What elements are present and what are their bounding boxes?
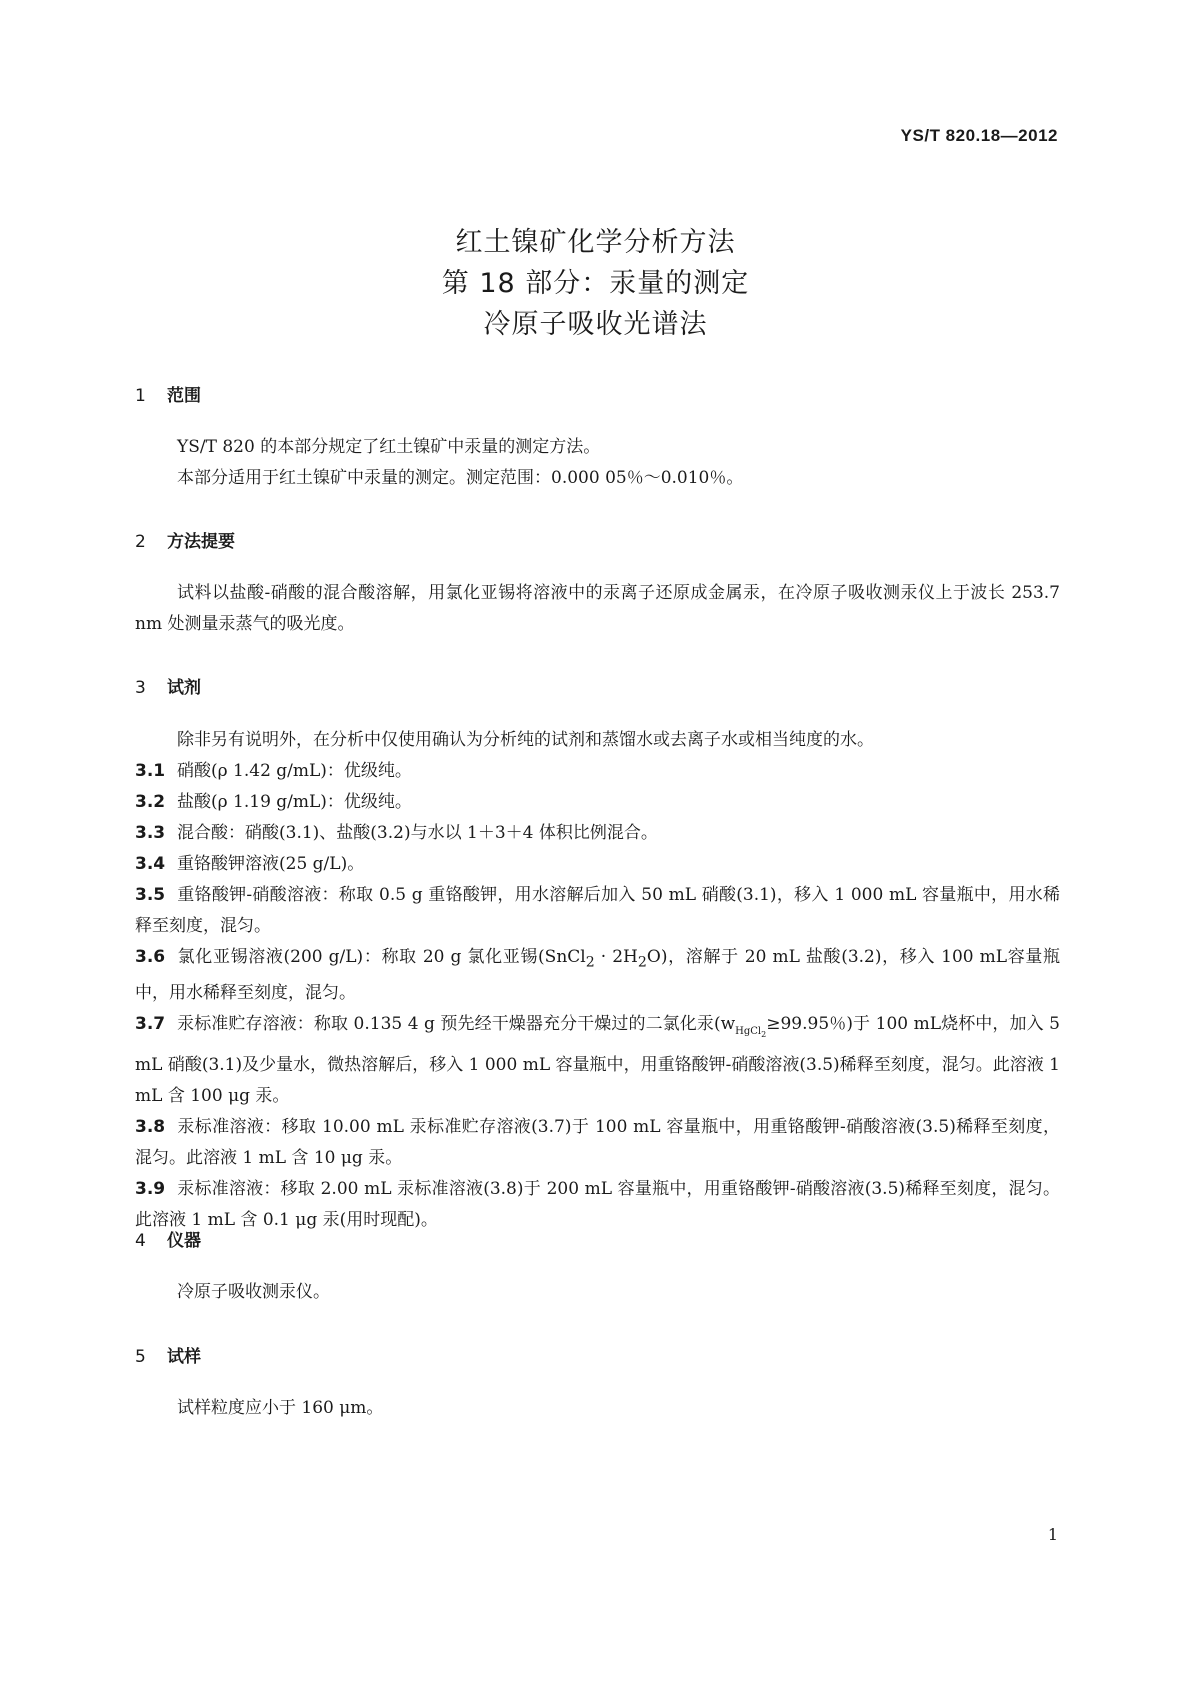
item-number: 3.1 <box>135 761 166 781</box>
section-4-paragraph-1: 冷原子吸收测汞仪。 <box>177 1282 330 1302</box>
document-title <box>0 222 1191 345</box>
section-5-paragraph-1: 试样粒度应小于 160 μm。 <box>177 1398 384 1418</box>
section-2-paragraph-1: 试料以盐酸-硝酸的混合酸溶解，用氯化亚锡将溶液中的汞离子还原成金属汞，在冷原子吸收测汞仪上于波长 253.7 nm 处测量汞蒸气的吸光度。 <box>135 583 1060 634</box>
reagent-item <box>135 756 1060 787</box>
section-number: 3 <box>135 678 146 698</box>
section-title: 试剂 <box>167 678 201 698</box>
item-text: 混合酸：硝酸(3.1)、盐酸(3.2)与水以 1＋3＋4 体积比例混合。 <box>177 823 658 843</box>
item-number: 3.5 <box>135 885 166 905</box>
section-3-heading <box>135 673 201 698</box>
item-text-b: ≥99.95％)于 100 mL烧杯中，加入 5 mL 硝酸(3.1)及少量水，微热溶解后，移入 1 000 mL 容量瓶中，用重铬酸钾-硝酸溶液(3.5)稀释至刻度，混匀。此溶液 1 mL 含 100 μg 汞。 <box>135 1014 1060 1106</box>
subscript-main: HgCl <box>735 1025 762 1037</box>
section-number: 5 <box>135 1347 146 1367</box>
section-title: 范围 <box>167 386 201 406</box>
reagent-item <box>135 849 1060 880</box>
item-text-c: O)，溶解于 20 mL 盐酸(3.2)，移入 100 mL容量瓶中，用水稀释至刻度，混匀。 <box>135 947 1060 1004</box>
section-title: 试样 <box>167 1347 201 1367</box>
subscript-nested: 2 <box>761 1029 767 1039</box>
section-5-heading <box>135 1342 201 1367</box>
item-number: 3.9 <box>135 1178 166 1199</box>
item-text: 重铬酸钾-硝酸溶液：称取 0.5 g 重铬酸钾，用水溶解后加入 50 mL 硝酸(3.1)，移入 1 000 mL 容量瓶中，用水稀释至刻度，混匀。 <box>135 885 1060 936</box>
item-number: 3.7 <box>135 1014 166 1035</box>
item-number: 3.6 <box>135 947 166 967</box>
section-number: 2 <box>135 532 146 552</box>
item-text: 汞标准溶液：移取 2.00 mL 汞标准溶液(3.8)于 200 mL 容量瓶中，用重铬酸钾-硝酸溶液(3.5)稀释至刻度，混匀。此溶液 1 mL 含 0.1 μg 汞(用时现配)。 <box>135 1178 1060 1230</box>
item-text-a: 氯化亚锡溶液(200 g/L)：称取 20 g 氯化亚锡(SnCl <box>177 947 586 967</box>
reagent-item <box>135 942 1060 1009</box>
reagent-item <box>135 880 1060 942</box>
reagent-item <box>135 787 1060 818</box>
item-number: 3.2 <box>135 792 166 812</box>
item-number: 3.3 <box>135 823 166 843</box>
reagent-item <box>135 1009 1060 1111</box>
standard-code: YS/T 820.18—2012 <box>900 126 1058 145</box>
section-1-paragraph-1: YS/T 820 的本部分规定了红土镍矿中汞量的测定方法。 <box>177 437 601 457</box>
item-number: 3.4 <box>135 854 166 874</box>
reagent-item <box>135 818 1060 849</box>
section-1-heading <box>135 381 201 406</box>
page-number: 1 <box>1047 1525 1058 1544</box>
section-1-paragraph-2: 本部分适用于红土镍矿中汞量的测定。测定范围：0.000 05％～0.010％。 <box>177 468 744 488</box>
item-text-b: · 2H <box>594 947 638 967</box>
item-text-a: 汞标准贮存溶液：称取 0.135 4 g 预先经干燥器充分干燥过的二氯化汞(w <box>177 1014 736 1035</box>
section-number: 1 <box>135 386 146 406</box>
subscript: 2 <box>637 954 647 971</box>
reagent-item <box>135 1174 1060 1236</box>
title-line-1: 红土镍矿化学分析方法 <box>455 227 736 258</box>
title-line-3: 冷原子吸收光谱法 <box>483 309 708 340</box>
item-text: 硝酸(ρ 1.42 g/mL)：优级纯。 <box>177 761 412 781</box>
item-text: 重铬酸钾溶液(25 g/L)。 <box>177 854 365 874</box>
section-4-heading <box>135 1226 201 1251</box>
reagent-item <box>135 1112 1060 1174</box>
item-text: 汞标准溶液：移取 10.00 mL 汞标准贮存溶液(3.7)于 100 mL 容量瓶中，用重铬酸钾-硝酸溶液(3.5)稀释至刻度，混匀。此溶液 1 mL 含 10 μg 汞。 <box>135 1116 1060 1168</box>
item-number: 3.8 <box>135 1116 166 1137</box>
section-title: 方法提要 <box>167 532 235 552</box>
subscript: 2 <box>585 954 595 971</box>
reagent-list <box>135 756 1060 1236</box>
section-2-heading <box>135 527 235 552</box>
item-text: 盐酸(ρ 1.19 g/mL)：优级纯。 <box>177 792 412 812</box>
section-number: 4 <box>135 1231 146 1251</box>
title-line-2: 第 18 部分：汞量的测定 <box>441 268 750 299</box>
section-3-intro: 除非另有说明外，在分析中仅使用确认为分析纯的试剂和蒸馏水或去离子水或相当纯度的水。 <box>177 730 874 750</box>
subscript <box>735 1026 766 1037</box>
section-title: 仪器 <box>167 1231 201 1251</box>
